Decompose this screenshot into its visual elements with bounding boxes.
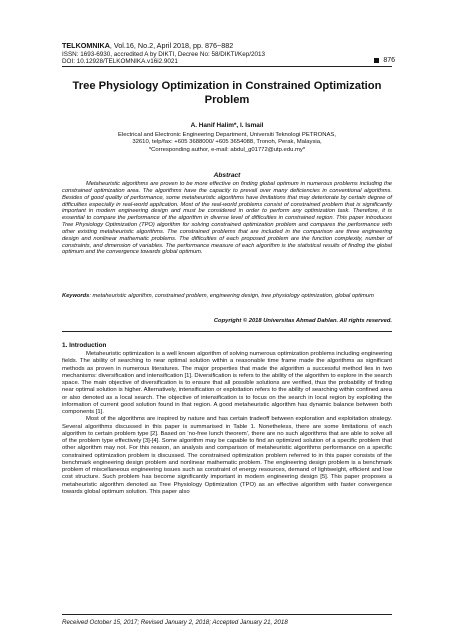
doi-line: DOI: 10.12928/TELKOMNIKA.v16i2.9021 <box>62 58 178 66</box>
section-rule <box>62 331 392 332</box>
footer-rule <box>62 614 392 615</box>
keywords <box>62 293 392 300</box>
journal-volume-info: , Vol.16, No.2, April 2018, pp. 876~882 <box>109 41 234 50</box>
corresponding-author: *Corresponding author, e-mail: abdul_g01772@utp.edu.my* <box>148 146 306 153</box>
affiliation-block <box>62 132 392 154</box>
keywords-label: Keywords <box>62 293 90 299</box>
header-rule <box>62 66 392 67</box>
abstract-body: Metaheuristic algorithms are proven to be more effective on finding global optimum in numerous problems including the constrained optimization area. The algorithms have the capacity to prevail over many deficiencies in conventional algorithms. Besides of good quality of performance, some metaheuristic algorithms have limitations that may deteriorate by certain degree of difficulties especially in real-world application. Most of the real-world problems consist of constrained problem that is significantly important in modern engineering design and must be considered in order to perform any optimization task. Therefore, it is essential to compare the performance of the algorithm in diverse level of difficulties in constrained region. This paper introduces Tree Physiology Optimization (TPO) algorithm for solving constrained optimization problem and compares the performance with other existing metaheuristic algorithms. The constrained problems that are included in the comparison are three engineering design and nonlinear mathematic problems. The difficulties of each proposed problem are the function complexity, number of constraints, and dimension of variables. The performance measure of each algorithm is the statistical results of finding the global optimum and the convergence towards global optimum. <box>62 181 392 256</box>
affiliation-line: Electrical and Electronic Engineering Department, Universiti Teknologi PETRONAS, <box>118 132 336 138</box>
affiliation-line: 32610, telp/fax: +605 3688000/ +605 3654088, Tronoh, Perak, Malaysia, <box>132 139 322 146</box>
author-list: A. Hanif Halim*, I. Ismail <box>190 122 264 129</box>
paper-title: Tree Physiology Optimization in Constrained Optimization Problem <box>72 80 382 106</box>
copyright-notice: Copyright © 2018 Universitas Ahmad Dahlan. All rights reserved. <box>213 318 392 324</box>
keywords-text: : metaheuristic algorithm, constrained problem, engineering design, tree physiology optimization, global optimum <box>89 293 374 299</box>
square-bullet-icon <box>374 58 379 63</box>
page-number-text: 876 <box>383 57 395 64</box>
paragraph: Metaheuristic optimization is a well known algorithm of solving numerous optimization problems including engineering fields. The ability of searching to near optimal solution within a reasonable time frame made the algorithms as significant methods as proven in numerous literatures. The major properties that made the algorithm a successful method lies in two mechanisms: diversification and intensification [1]. Diversification is refers to the ability of the algorithm to explore in the search space. The main objective of diversification is to ensure that all possible solutions are verified, thus the probability of finding near optimal solution is higher. Alternatively, intensification or exploitation refers to the ability of searching within confined area or also denoted as a local search. The objective of intensification is to focus on the search in local region by exploiting the information of current good solution found in that region. A good metaheuristic algorithm has dynamic balance between both components [1]. <box>62 351 392 415</box>
introduction-body <box>62 351 392 496</box>
journal-name: TELKOMNIKA <box>62 41 110 50</box>
journal-header <box>62 42 392 66</box>
issn-line: ISSN: 1693-6930, accredited A by DIKTI, Decree No: 58/DIKTI/Kep/2013 <box>62 50 266 58</box>
received-dates: Received October 15, 2017; Revised January 2, 2018; Accepted January 21, 2018 <box>62 619 288 626</box>
paragraph: Most of the algorithms are inspired by nature and has certain tradeoff between exploration and exploitation strategy. Several algorithms discussed in this paper is summarised in Table 1. Nonetheless, there are some limitations of each algorithm to certain problem type [2]. Based on ‘no-free lunch theorem’, there are no such algorithms that are able to solve all of the problem type effectively [3]-[4]. Some algorithm may be capable to find an optimized solution of a specific problem that other algorithm may not. For this reason, an analysis and comparison of metaheuristic algorithms performance on a specific constrained optimization problem is discussed. The constrained optimization problem referred to in this paper consists of the benchmark engineering design problem and nonlinear mathematic problem. The engineering design problem is a benchmark problem of miscellaneous engineering issues such as constraint of energy resources, demand of lightweight, efficient and low cost structure. Such problem has become significantly important in modern engineering design [5]. This paper proposes a metaheuristic algorithm denoted as Tree Physiology Optimization (TPO) as an effective algorithm with faster convergence towards global optimum solution. This paper also <box>62 416 392 495</box>
abstract-heading: Abstract <box>213 172 241 179</box>
page-number <box>374 57 395 64</box>
journal-citation <box>62 42 392 51</box>
section-heading-introduction: 1. Introduction <box>62 342 107 349</box>
